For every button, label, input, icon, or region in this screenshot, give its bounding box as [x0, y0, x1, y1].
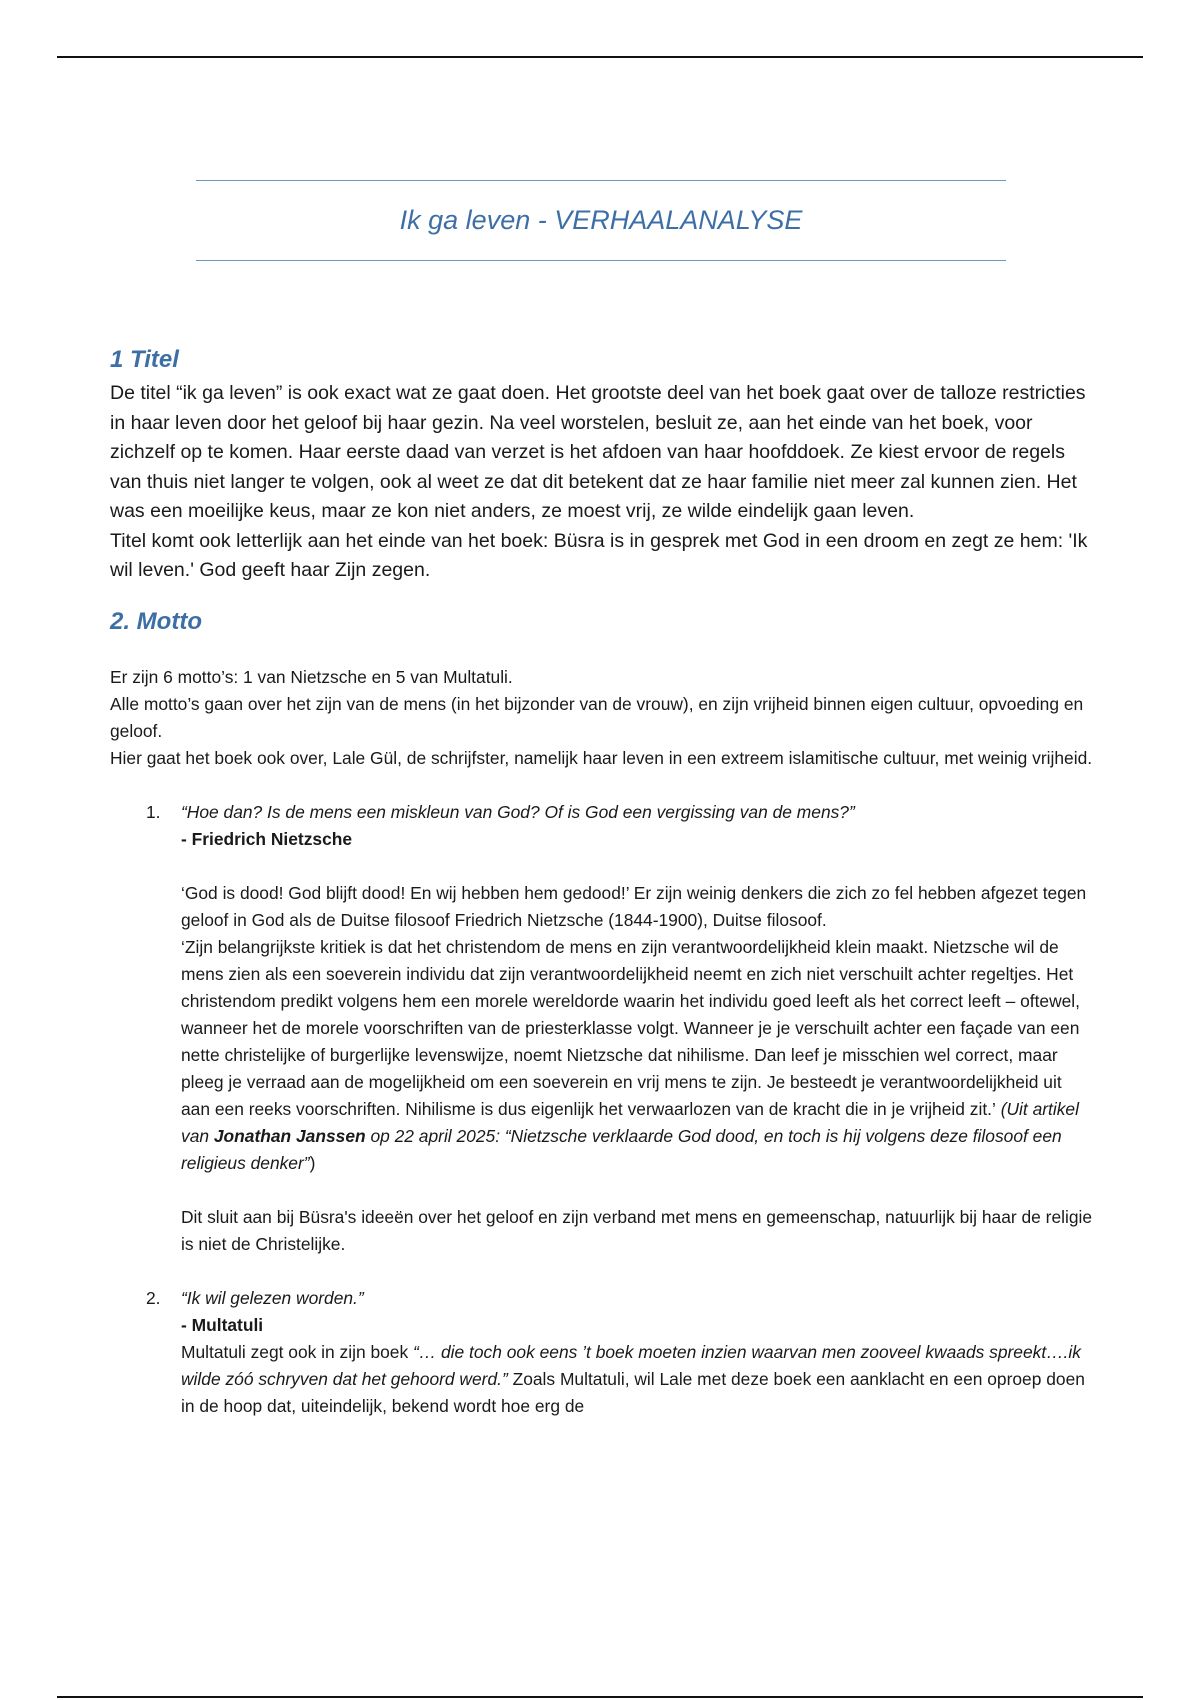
page-title: Ik ga leven - VERHAALANALYSE: [399, 205, 803, 235]
titel-paragraph-1: De titel “ik ga leven” is ook exact wat ze gaat doen. Het grootste deel van het boek gaat over de talloze restricties in haar leven door het geloof bij haar gezin. Na veel worstelen, besluit ze, aan het einde van het boek, voor zichzelf op te komen. Haar eerste daad van verzet is het afdoen van haar hoofddoek. Ze kiest ervoor de regels van thuis niet langer te volgen, ook al weet ze dat dit betekent dat ze haar familie niet meer zal kunnen zien. Het was een moeilijke keus, maar ze kon niet anders, ze moest vrij, ze wilde eindelijk gaan leven.: [110, 382, 1086, 522]
section-heading-motto: 2. Motto: [110, 607, 202, 635]
motto-item-1: [110, 799, 1095, 1258]
motto-author: - Multatuli: [181, 1314, 264, 1335]
title-block: [196, 180, 1006, 261]
source-author: Jonathan Janssen: [213, 1125, 366, 1146]
nietzsche-quote-text: ‘Zijn belangrijkste kritiek is dat het christendom de mens en zijn verantwoordelijkheid klein maakt. Nietzsche wil de mens zien als een soeverein individu dat zijn verantwoordelijkheid neemt en zich niet verschuilt achter regeltjes. Het christendom predikt volgens hem een morele wereldorde waarin het individu goed leeft als het correct leeft – oftewel, wanneer het de morele voorschriften van de priesterklasse volgt. Wanneer je je verschuilt achter een façade van een nette christelijke of burgerlijke levenswijze, noemt Nietzsche dat nihilisme. Dan leef je misschien wel correct, maar pleeg je verraad aan de mogelijkheid om een soeverein en vrij mens te zijn. Je besteedt je verantwoordelijkheid uit aan een reeks voorschriften. Nihilisme is dus eigenlijk het verwaarlozen van de kracht die in je vrijheid zit.’: [181, 936, 1081, 1119]
multatuli-explanation: [181, 1339, 1095, 1420]
title-bottom-border: [196, 260, 1006, 261]
motto-author: - Friedrich Nietzsche: [181, 828, 353, 849]
motto-intro-3: Hier gaat het boek ook over, Lale Gül, de schrijfster, namelijk haar leven in een extreem islamitische cultuur, met weinig vrijheid.: [110, 747, 1093, 768]
nietzsche-explanation-2: [181, 934, 1095, 1177]
document-body: [110, 345, 1095, 1420]
multatuli-text-post: Zoals Multatuli, wil Lale met deze boek een aanklacht en een oproep doen in de hoop dat, uiteindelijk, bekend wordt hoe erg de: [181, 1368, 1085, 1416]
motto-intro: [110, 664, 1095, 772]
titel-paragraph: [110, 379, 1095, 586]
source-prefix: (Uit artikel van: [181, 1098, 1079, 1146]
titel-paragraph-2: Titel komt ook letterlijk aan het einde van het boek: Büsra is in gesprek met God in een droom en zegt ze hem: 'Ik wil leven.' God geeft haar Zijn zegen.: [110, 529, 1088, 581]
motto-quote: “Ik wil gelezen worden.”: [181, 1287, 364, 1308]
source-suffix: op 22 april 2025: “Nietzsche verklaarde God dood, en toch is hij volgens deze filosoof een religieus denker”: [181, 1125, 1062, 1173]
source-close: ): [309, 1152, 316, 1173]
motto-intro-1: Er zijn 6 motto’s: 1 van Nietzsche en 5 van Multatuli.: [110, 666, 513, 687]
motto-intro-2: Alle motto’s gaan over het zijn van de mens (in het bijzonder van de vrouw), en zijn vrijheid binnen eigen cultuur, opvoeding en geloof.: [110, 693, 1084, 741]
list-number: 2.: [146, 1287, 161, 1308]
motto-item-2: [110, 1285, 1095, 1420]
page-top-rule: [57, 56, 1143, 58]
multatuli-text-pre: Multatuli zegt ook in zijn boek: [181, 1341, 413, 1362]
section-heading-titel: 1 Titel: [110, 346, 179, 373]
nietzsche-relation: Dit sluit aan bij Büsra's ideeën over het geloof en zijn verband met mens en gemeenschap, natuurlijk bij haar de religie is niet de Christelijke.: [181, 1206, 1093, 1254]
nietzsche-explanation-1: ‘God is dood! God blijft dood! En wij hebben hem gedood!’ Er zijn weinig denkers die zich zo fel hebben afgezet tegen geloof in God als de Duitse filosoof Friedrich Nietzsche (1844-1900), Duitse filosoof.: [181, 882, 1087, 930]
page-bottom-rule: [57, 1696, 1143, 1698]
list-number: 1.: [146, 801, 161, 822]
motto-quote: “Hoe dan? Is de mens een miskleun van God? Of is God een vergissing van de mens?”: [181, 801, 855, 822]
multatuli-citation: “… die toch ook eens ’t boek moeten inzien waarvan men zooveel kwaads spreekt….ik wilde zóó schryven dat het gehoord werd.”: [181, 1341, 1081, 1389]
